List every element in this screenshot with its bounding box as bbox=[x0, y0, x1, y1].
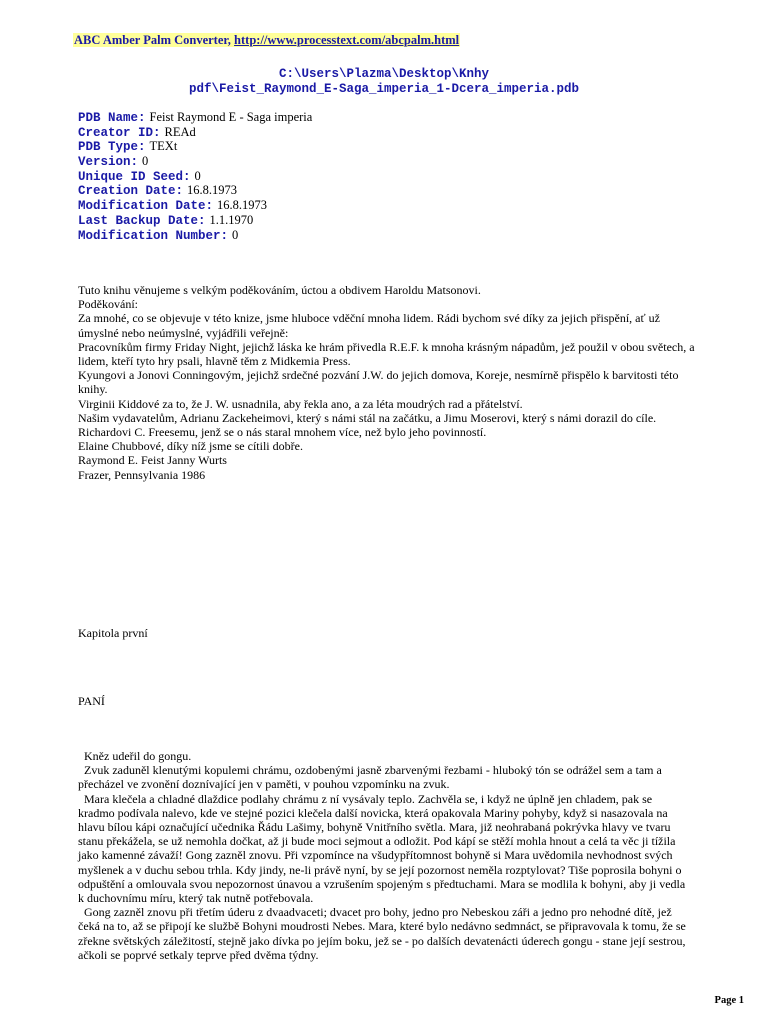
place-date-line: Frazer, Pennsylvania 1986 bbox=[78, 467, 206, 482]
dedication-line: Tuto knihu věnujeme s velkým poděkováním, úctou a obdivem Haroldu Matsonovi. bbox=[78, 283, 481, 297]
meta-key: Version: bbox=[78, 155, 139, 170]
meta-value: REAd bbox=[164, 124, 196, 139]
meta-row-version bbox=[78, 154, 312, 169]
dedication-paragraph: Našim vydavatelům, Adrianu Zackeheimovi, který s námi stál na začátku, a Jimu Moserovi, který s námi dorazil do cíle. bbox=[78, 410, 657, 425]
meta-key: Last Backup Date: bbox=[78, 213, 206, 228]
meta-row-modification-date bbox=[78, 198, 312, 213]
dedication-paragraph: Za mnohé, co se objevuje v této knize, jsme hluboce vděční mnoha lidem. Rádi bychom své díky za jejich přispění, ať už úmyslné nebo neúmyslné, vyjádřili veřejně: bbox=[78, 311, 660, 340]
chapter-number: Kapitola první bbox=[78, 626, 148, 640]
meta-value: TEXt bbox=[149, 139, 178, 154]
meta-value: 16.8.1973 bbox=[217, 198, 268, 213]
meta-value: 0 bbox=[194, 168, 201, 183]
meta-key: Creation Date: bbox=[78, 184, 184, 199]
authors-line: Raymond E. Feist Janny Wurts bbox=[78, 453, 227, 468]
dedication-paragraph: Richardovi C. Freesemu, jenž se o nás staral mnohem více, než bylo jeho povinností. bbox=[78, 425, 487, 440]
pdb-metadata bbox=[78, 110, 312, 242]
meta-value: 16.8.1973 bbox=[187, 183, 238, 198]
story-text bbox=[78, 749, 690, 962]
meta-key: PDB Name: bbox=[78, 111, 146, 125]
meta-key: Unique ID Seed: bbox=[78, 169, 191, 184]
meta-value: 1.1.1970 bbox=[209, 212, 254, 227]
meta-value: Feist Raymond E - Saga imperia bbox=[149, 110, 313, 124]
story-paragraph: Gong zazněl znovu při třetím úderu z dvaadvaceti; dvacet pro bohy, jedno pro Nebeskou záři a jedno pro nehodné dítě, jež čeká na to, až se připojí ke službě Bohyni moudrosti Nebes. Mara, které bylo nedávno sedmnáct, se připravovala k tomu, že se zřekne světských záležitostí, stejně jako dívka po jejím boku, jež se - po dalších devatenácti úderech gongu - stane její sestrou, ačkoli se poprvé setkaly teprve před dvěma týdny. bbox=[78, 905, 686, 962]
meta-value: 0 bbox=[142, 154, 149, 169]
meta-key: Modification Number: bbox=[78, 228, 229, 243]
dedication-paragraph: Pracovníkům firmy Friday Night, jejichž láska ke hrám přivedla R.E.F. k mnoha krásným nápadům, jež použil v obou světech, a lidem, kteří tyto hry psali, hlavně těm z Midkemia Press. bbox=[78, 339, 695, 369]
meta-key: Modification Date: bbox=[78, 199, 214, 214]
converter-name: ABC Amber Palm Converter, bbox=[74, 33, 235, 47]
converter-link[interactable] bbox=[73, 33, 460, 47]
meta-row-pdb-type bbox=[78, 139, 312, 154]
meta-row-modification-number bbox=[78, 228, 312, 243]
meta-row-pdb-name bbox=[78, 110, 312, 125]
meta-key: PDB Type: bbox=[78, 140, 146, 155]
dedication-paragraph: Virginii Kiddové za to, že J. W. usnadnila, aby řekla ano, a za léta moudrých rad a přátelství. bbox=[78, 396, 523, 411]
meta-row-creation-date bbox=[78, 183, 312, 198]
dedication-paragraph: Kyungovi a Jonovi Conningovým, jejichž srdečné pozvání J.W. do jejich domova, Koreje, nesmírně přispělo k barvitosti této knihy. bbox=[78, 368, 679, 397]
file-path bbox=[0, 67, 768, 97]
page-number: Page 1 bbox=[714, 995, 744, 1006]
story-paragraph: Kněz udeřil do gongu. bbox=[84, 749, 192, 763]
story-paragraph: Zvuk zaduněl klenutými kopulemi chrámu, ozdobenými jasně zbarvenými řezbami - hluboký tón se odrážel sem a tam a přecházel ve zvonění doznívající jen v paměti, v pouhou vzpomínku na zvuk. bbox=[78, 763, 662, 792]
converter-url[interactable]: http://www.processtext.com/abcpalm.html bbox=[234, 33, 460, 47]
dedication-paragraph: Elaine Chubbové, díky níž jsme se cítili dobře. bbox=[78, 439, 303, 454]
meta-row-last-backup-date bbox=[78, 213, 312, 228]
chapter-title: PANÍ bbox=[78, 694, 105, 708]
meta-row-unique-id-seed bbox=[78, 169, 312, 184]
meta-value: 0 bbox=[232, 227, 239, 242]
meta-row-creator-id bbox=[78, 125, 312, 140]
dedication-section bbox=[78, 283, 698, 482]
acknowledgements-heading: Poděkování: bbox=[78, 297, 138, 312]
file-path-line-1: C:\Users\Plazma\Desktop\Knhy bbox=[278, 67, 490, 81]
file-path-line-2: pdf\Feist_Raymond_E-Saga_imperia_1-Dcera_imperia.pdb bbox=[188, 82, 580, 96]
story-paragraph: Mara klečela a chladné dlaždice podlahy chrámu z ní vysávaly teplo. Zachvěla se, i když ne úplně jen chladem, pak se kradmo podívala nalevo, kde ve stejné pozici klečela další novicka, která opakovala Mariny pohyby, když si nasazovala na hlavu bílou kápi označující učednika Řádu Lašimy, bohyně Vnitřního světla. Mara, již neohrabaná pokrývka hlavy ve tvaru stanu překážela, se už nemohla dočkat, až ji bude moci sejmout a odložit. Pod kápí se stěží mohla hnout a celá ta věc ji tížila jako kamenné závaží! Gong zazněl znovu. Při vzpomínce na všudypřítomnost bohyně si Mara uvědomila nevhodnost svých myšlenek a v duchu sebou trhla. Kdy jindy, ne-li právě nyní, by se její pozornost neměla rozptylovat? Tiše poprosila bohyni o odpuštění a omlouvala svou nepozornost únavou a vzrušením spojeným s předtuchami. Mara se modlila k bohyni, aby ji vedla k duchovnímu míru, který tak nutně potřebovala. bbox=[78, 791, 686, 906]
meta-key: Creator ID: bbox=[78, 125, 161, 140]
